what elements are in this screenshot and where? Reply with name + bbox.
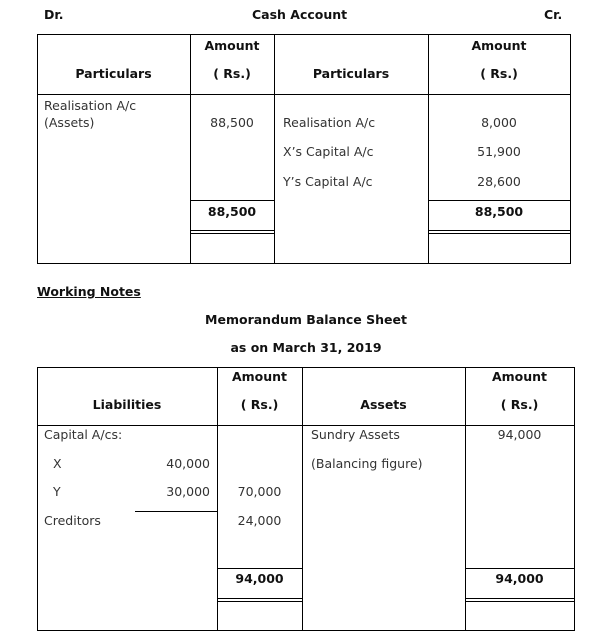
header-assets: Assets: [360, 397, 407, 412]
header-rs-left: ( Rs.): [213, 66, 251, 81]
working-notes-heading: Working Notes: [37, 284, 141, 299]
right-amount-3: 28,600: [477, 174, 521, 189]
header-particulars-left: Particulars: [75, 66, 152, 81]
right-particular-2: X’s Capital A/c: [283, 144, 374, 159]
bs-header-rs-left: ( Rs.): [240, 397, 279, 412]
memorandum-title: Memorandum Balance Sheet: [205, 312, 407, 327]
header-rs-right: ( Rs.): [480, 66, 518, 81]
bs-header-amount-right: Amount: [491, 369, 548, 384]
bs-total-left: 94,000: [235, 571, 284, 586]
right-particular-3: Y’s Capital A/c: [283, 174, 373, 189]
capital-label: Capital A/cs:: [44, 427, 123, 442]
sundry-assets-amount: 94,000: [497, 427, 542, 442]
header-amount-right: Amount: [471, 38, 527, 53]
bs-total-right: 94,000: [495, 571, 544, 586]
cr-label: Cr.: [544, 7, 563, 22]
memorandum-subtitle: as on March 31, 2019: [230, 340, 382, 355]
x-amount: 40,000: [166, 456, 210, 471]
left-particular-line1: Realisation A/c: [44, 98, 137, 113]
header-liabilities: Liabilities: [92, 397, 162, 412]
y-amount: 30,000: [166, 484, 210, 499]
header-particulars-right: Particulars: [312, 66, 390, 81]
left-particular-line2: (Assets): [44, 115, 95, 130]
total-right: 88,500: [474, 204, 524, 219]
dr-label: Dr.: [44, 7, 64, 22]
sundry-assets-label: Sundry Assets: [311, 427, 400, 442]
y-label: Y: [53, 484, 61, 499]
balancing-figure-label: (Balancing figure): [311, 456, 423, 471]
total-left: 88,500: [207, 204, 257, 219]
creditors-amount: 24,000: [237, 513, 282, 528]
x-label: X: [53, 456, 62, 471]
right-amount-2: 51,900: [477, 144, 521, 159]
bs-header-rs-right: ( Rs.): [500, 397, 539, 412]
capital-total: 70,000: [237, 484, 282, 499]
cash-account-title: Cash Account: [252, 7, 348, 22]
right-particular-1: Realisation A/c: [283, 115, 376, 130]
header-amount-left: Amount: [204, 38, 260, 53]
left-amount: 88,500: [210, 115, 254, 130]
creditors-label: Creditors: [44, 513, 101, 528]
right-amount-1: 8,000: [481, 115, 517, 130]
bs-header-amount-left: Amount: [231, 369, 288, 384]
